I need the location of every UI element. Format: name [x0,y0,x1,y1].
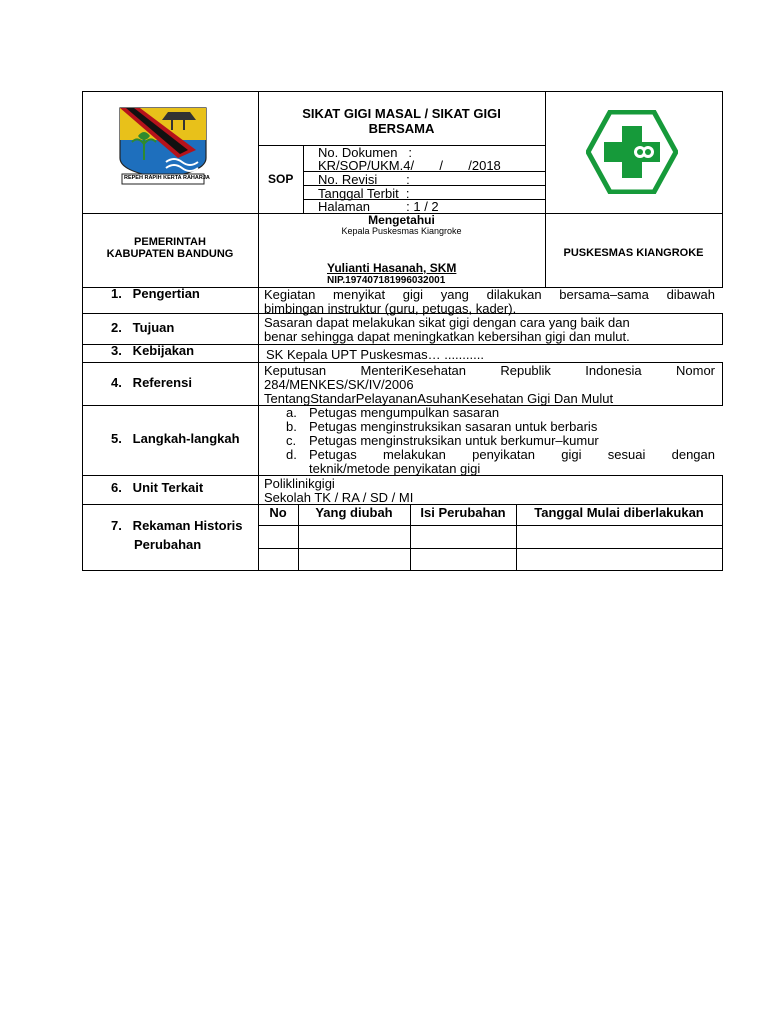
document-title-line2: BERSAMA [368,121,435,136]
revision-field: No. Revisi : [318,172,410,187]
langkah-marker-d: d. [286,447,297,462]
rekaman-header-isi-perubahan: Isi Perubahan [420,505,506,520]
label-tujuan: 2. Tujuan [111,320,175,335]
referensi-line-1: Keputusan MenteriKesehatan Republik Indonesia Nomor [264,363,715,378]
langkah-item-a: Petugas mengumpulkan sasaran [309,405,500,420]
pengertian-line-2: bimbingan instruktur (guru, petugas, kader). [264,301,517,316]
referensi-line-2: 284/MENKES/SK/IV/2006 [264,377,414,392]
sop-label: SOP [268,172,294,186]
langkah-marker-b: b. [286,419,297,434]
kabupaten-bandung-logo [118,106,208,188]
label-unit: 6. Unit Terkait [111,480,204,495]
document-title-line1: SIKAT GIGI MASAL / SIKAT GIGI [302,106,501,121]
kebijakan-text: SK Kepala UPT Puskesmas… ........... [266,347,484,362]
langkah-marker-c: c. [286,433,297,448]
pengertian-line-1: Kegiatan menyikat gigi yang dilakukan bersama–sama dibawah [264,287,715,302]
langkah-item-b: Petugas menginstruksikan sasaran untuk berbaris [309,419,598,434]
label-referensi: 4. Referensi [111,375,192,390]
logo-ribbon-text: REPEH RAPIH KERTA RAHARJA [124,175,210,181]
label-rekaman-1: 7. Rekaman Historis [111,518,243,533]
unit-line-1: Poliklinikgigi [264,476,335,491]
signer-nip: NIP.197407181996032001 [327,275,446,286]
label-pengertian: 1. Pengertian [111,286,200,301]
langkah-marker-a: a. [286,405,297,420]
rekaman-header-tanggal: Tanggal Mulai diberlakukan [534,505,704,520]
tujuan-line-1: Sasaran dapat melakukan sikat gigi dengan cara yang baik dan [264,315,630,330]
kepala-label: Kepala Puskesmas Kiangroke [341,226,462,236]
langkah-item-c: Petugas menginstruksikan untuk berkumur–kumur [309,433,599,448]
label-kebijakan: 3. Kebijakan [111,343,195,358]
pemerintah-label: PEMERINTAH [134,236,206,248]
label-rekaman-2: Perubahan [134,537,202,552]
page-field: Halaman : 1 / 2 [318,199,439,214]
kabupaten-label: KABUPATEN BANDUNG [106,248,234,260]
unit-line-2: Sekolah TK / RA / SD / MI [264,490,414,505]
label-langkah: 5. Langkah-langkah [111,431,240,446]
signer-name: Yulianti Hasanah, SKM [327,261,457,275]
tujuan-line-2: benar sehingga dapat meningkatkan kebersihan gigi dan mulut. [264,329,630,344]
doc-number-label: No. Dokumen : [318,145,412,160]
rekaman-header-no: No [269,505,287,520]
mengetahui-label: Mengetahui [368,213,435,227]
puskesmas-logo [586,110,678,194]
puskesmas-name: PUSKESMAS KIANGROKE [563,247,704,259]
referensi-line-3: TentangStandarPelayananAsuhanKesehatan Gigi Dan Mulut [264,391,614,406]
doc-number-value: KR/SOP/UKM.4/ / /2018 [318,158,501,173]
issue-date-field: Tanggal Terbit : [318,186,410,201]
langkah-item-d-cont: teknik/metode penyikatan gigi [309,461,481,476]
langkah-item-d: Petugas melakukan penyikatan gigi sesuai dengan [309,447,715,462]
rekaman-header-yang-diubah: Yang diubah [315,505,393,520]
